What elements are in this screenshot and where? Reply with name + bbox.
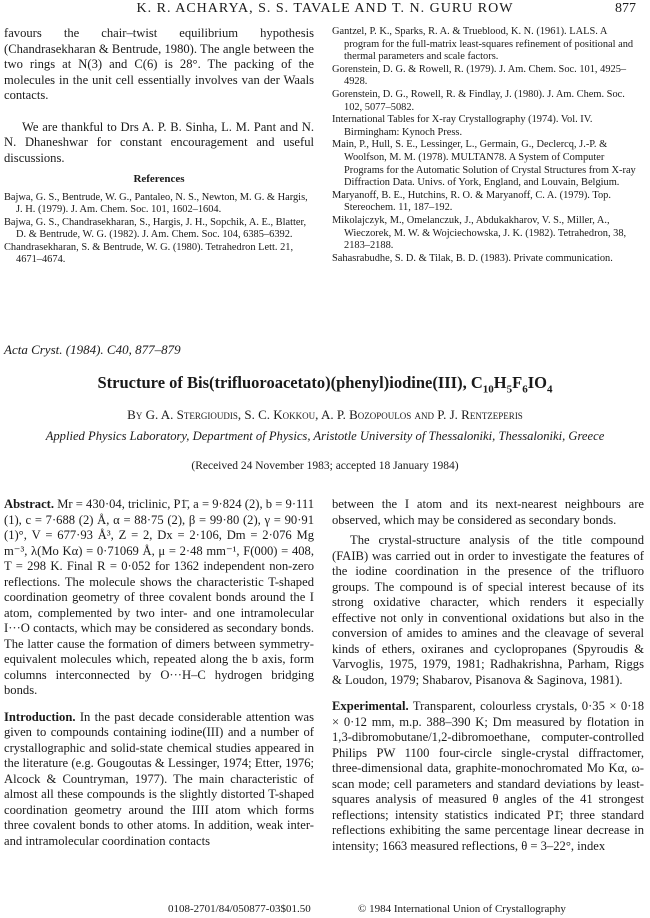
acknowledgement-paragraph: We are thankful to Drs A. P. B. Sinha, L. M. Pant and N. N. Dhaneshwar for constant encouragement and useful discussions. [4,119,314,165]
references-list-right [332,26,644,265]
reference-item: Chandrasekharan, S. & Bentrude, W. G. (1980). Tetrahedron Lett. 21, 4671–4674. [4,241,294,266]
title-text: Structure of Bis(trifluoroacetato)(phenyl)iodine(III), C [97,373,483,392]
article-title [0,373,650,395]
article-right-column [332,497,644,854]
introduction-text: In the past decade considerable attention was given to compounds containing iodine(III) and a number of crystallographic and solid-state chemical studies appeared in the literature (e.g. Gougoutas & Lessinger, 1974; Etter, 1976; Alcock & Countryman, 1977). The main characteristic of almost all these compounds is the slightly distorted T-shaped coordination geometry around the IIII atom which forms three covalent bonds to other atoms. In addition, weak inter- and intramolecular coordination contacts [4,709,315,848]
experimental-text: Transparent, colourless crystals, 0·35 × 0·18 × 0·12 mm, m.p. 388–390 K; Dm measured by flotation in 1,3-dibromobutane/1,2-dibromoethane, computer-controlled Philips PW 1100 four-circle single-crystal diffractomer, three-dimensional data, graphite-monochromated Mo Kα, ω-scan mode; cell parameters and standard deviations by least-squares analysis of measured θ angles of the 41 strongest reflections; intensity statistics indicated P1̄; three standard reflections exhibiting the same percentage linear decrease in intensity; 1663 measured reflections, θ = 3–22°, index [332,699,645,853]
experimental-label: Experimental. [332,699,409,713]
abstract-label: Abstract. [4,497,55,511]
author-line [0,407,650,423]
running-title: K. R. ACHARYA, S. S. TAVALE AND T. N. GURU ROW [136,1,514,16]
reference-item: International Tables for X-ray Crystallography (1974). Vol. IV. Birmingham: Kynoch Press. [332,114,593,138]
copyright-notice: © 1984 International Union of Crystallography [358,903,566,915]
affiliation: Applied Physics Laboratory, Department of Physics, Aristotle University of Thessaloniki, Thessaloniki, Greece [45,429,605,443]
reference-item: Mikolajczyk, M., Omelanczuk, J., Abdukakharov, V. S., Miller, A., Wieczorek, M. W. & Wojciechowska, J. K. (1982). Tetrahedron, 38, 2183–2188. [332,214,627,252]
authors-prefix: By [127,407,143,422]
page-header [0,0,650,20]
formula-element: F [512,373,523,392]
reference-item: Gorenstein, D. G. & Rowell, R. (1979). J. Am. Chem. Soc. 101, 4925–4928. [332,63,627,88]
abstract-paragraph [4,497,314,699]
analysis-paragraph: The crystal-structure analysis of the title compound (FAIB) was carried out in order to investigate the features of the iodine coordination in the presence of the trifluoro groups. The compound is of special interest because of its strong oxidative character, which renders it especially effective not only in conventional oxidations but also in the conversion of amides to amines and the cleavage of several kinds of ethers, oxiranes and cyclopropanes (Spyroudis & Varvoglis, 1975, 1979, 1981; Radhakrishna, Parham, Riggs & Loudon, 1979; Shabarov, Pisanova & Saginova, 1981). [332,533,644,687]
reference-item: Gorenstein, D. G., Rowell, R. & Findlay, J. (1980). J. Am. Chem. Soc. 102, 5077–5082. [332,88,625,113]
reference-item: Gantzel, P. K., Sparks, R. A. & Trueblood, K. N. (1961). LALS. A program for the full-matrix least-squares refinement of positional and thermal parameters and scale factors. [332,26,634,63]
previous-article-closing-paragraph: favours the chair–twist equilibrium hypothesis (Chandrasekharan & Bentrude, 1980). The angle between the two rings at N(3) and C(6) is 28°. The packing of the molecules in the unit cell essentially involves van der Waals contacts. [4,26,314,102]
article-code: 0108-2701/84/050877-03$01.50 [168,903,311,915]
article-left-column [4,497,314,849]
formula-subscript: 10 [482,383,494,396]
page-number: 877 [615,1,636,16]
introduction-paragraph [4,710,314,850]
formula-subscript: 5 [506,383,513,396]
experimental-paragraph [332,699,644,854]
references-list-left [4,192,314,268]
reference-item: Bajwa, G. S., Chandrasekharan, S., Hargis, J. H., Sopchik, A. E., Blatter, D. & Bentrude, W. G. (1982). J. Am. Chem. Soc. 104, 6385–6392. [4,216,307,241]
formula-element: H [493,373,507,392]
received-dates: (Received 24 November 1983; accepted 18 January 1984) [191,460,459,472]
reference-item: Main, P., Hull, S. E., Lessinger, L., Germain, G., Declercq, J.-P. & Woolfson, M. M. (1978). MULTAN78. A System of Computer Programs for the Automatic Solution of Crystal Structures from X-ray Diffraction Data. Univs. of York, England, and Louvain, Belgium. [332,139,636,189]
reference-item: Bajwa, G. S., Bentrude, W. G., Pantaleo, N. S., Newton, M. G. & Hargis, J. H. (1979). J. Am. Chem. Soc. 101, 1602–1604. [4,191,308,216]
journal-reference: Acta Cryst. (1984). C40, 877–879 [4,342,181,357]
references-heading: References [133,173,185,185]
authors: G. A. Stergioudis, S. C. Kokkou, A. P. Bozopoulos and P. J. Rentzeperis [145,407,523,422]
formula-element: IO [527,373,547,392]
formula-subscript: 4 [546,383,553,396]
formula-subscript: 6 [522,383,528,396]
abstract-text: Mr = 430·04, triclinic, P1̄, a = 9·824 (2), b = 9·111 (1), c = 7·688 (2) Å, α = 88·75 (2), β = 99·80 (2), γ = 90·91 (1)°, V = 677·93 Å³, Z = 2, Dx = 2·106, Dm = 2·076 Mg m⁻³, λ(Mo Kα) = 0·71069 Å, μ = 2·48 mm⁻¹, F(000) = 408, T = 298 K. Final R = 0·052 for 1362 independent non-zero reflections. The molecule shows the characteristic T-shaped coordination geometry of three covalent bonds around the I atom, complemented by two inter- and one intramolecular I···O contacts, which may be considered as secondary bonds. The latter cause the formation of dimers between symmetry-equivalent molecules which, repeated along the b axis, form columns interconnected by O···H–C hydrogen bridging bonds. [4,497,315,697]
reference-item: Maryanoff, B. E., Hutchins, R. O. & Maryanoff, C. A. (1979). Top. Stereochem. 11, 187–192. [332,189,611,214]
secondary-bonds-paragraph: between the I atom and its next-nearest neighbours are observed, which may be considered as secondary bonds. [332,497,644,527]
introduction-label: Introduction. [4,709,76,724]
previous-article-left-column [4,26,314,267]
reference-item: Sahasrabudhe, S. D. & Tilak, B. D. (1983). Private communication. [332,252,613,264]
